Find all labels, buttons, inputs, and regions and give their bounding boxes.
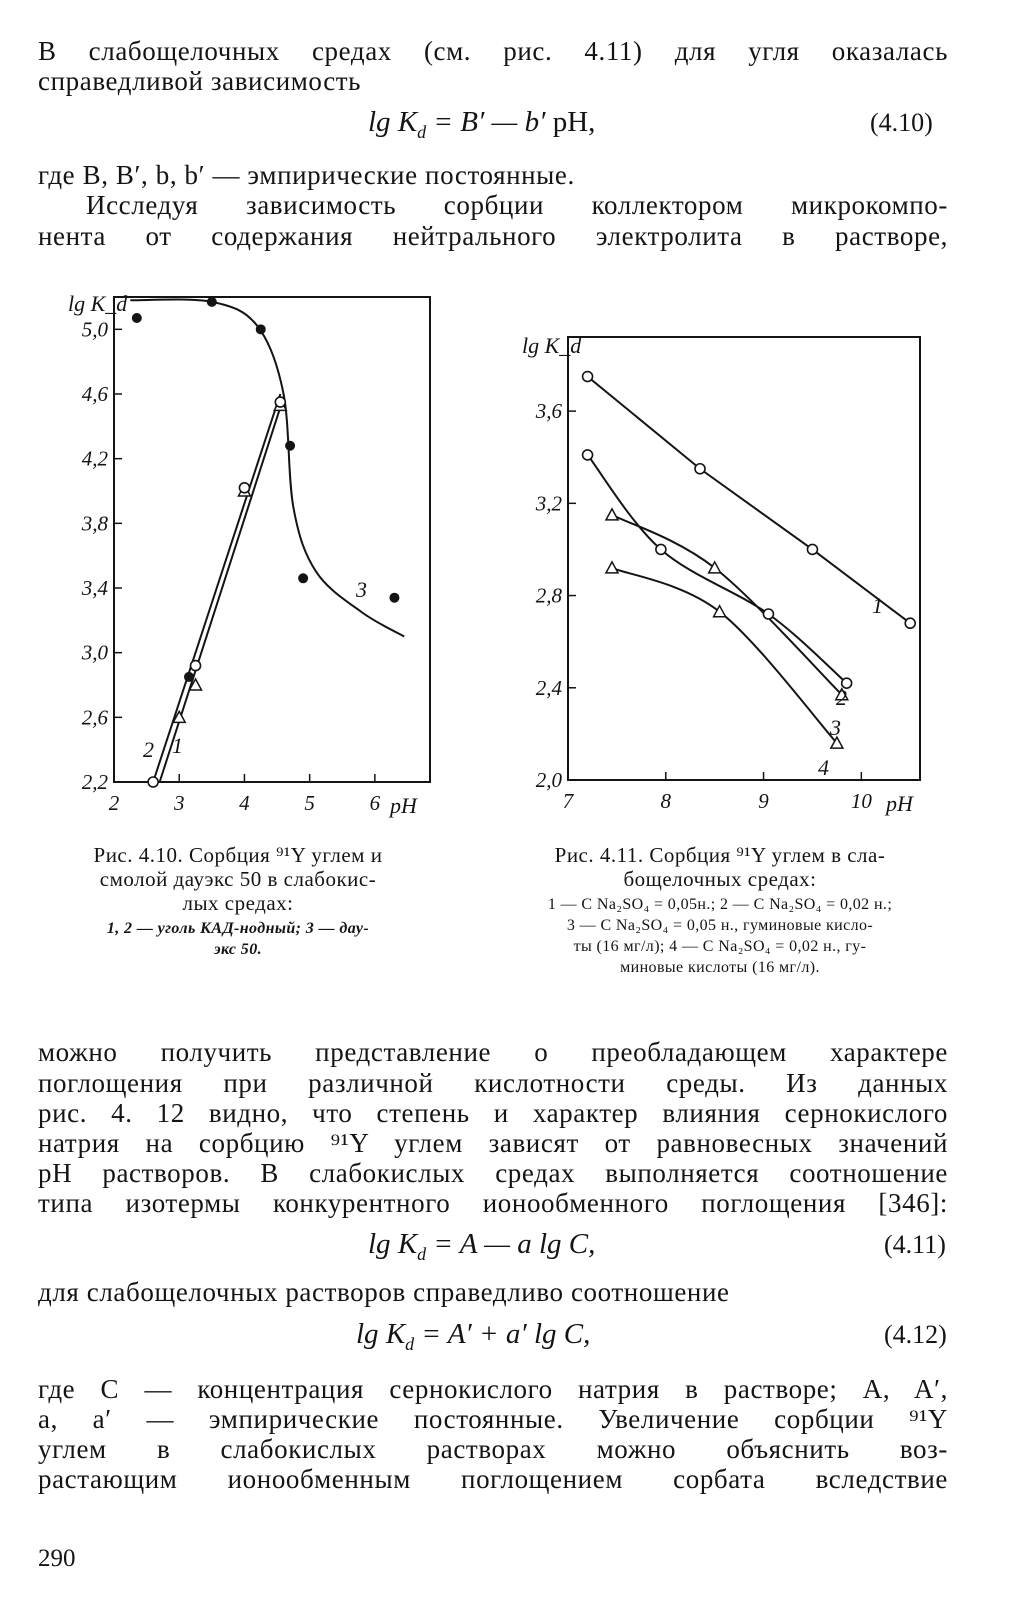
data-point bbox=[191, 661, 201, 671]
paragraph-line: нента от содержания нейтрального электролита в растворе, bbox=[38, 221, 948, 251]
data-point bbox=[148, 777, 158, 787]
data-point bbox=[132, 313, 142, 323]
x-axis-label: pH bbox=[390, 793, 417, 818]
x-tick-label: 10 bbox=[850, 789, 872, 813]
y-tick-label: 5,0 bbox=[81, 317, 108, 342]
figure-caption: Рис. 4.10. Сорбция ⁹¹Y углем и смолой дауэкс 50 в слабокис- лых средах: bbox=[93, 843, 383, 915]
equation-number: (4.11) bbox=[884, 1230, 946, 1259]
paragraph-line: a, a′ — эмпирические постоянные. Увеличение сорбции ⁹¹Y bbox=[38, 1404, 948, 1434]
paragraph-line: можно получить представление о преобладающем характере bbox=[38, 1037, 948, 1067]
paragraph-line: для слабощелочных растворов справедливо соотношение bbox=[38, 1277, 730, 1307]
curve-label-1: 1 bbox=[872, 593, 883, 618]
page-number: 290 bbox=[38, 1545, 76, 1572]
data-point bbox=[695, 464, 705, 474]
data-point bbox=[763, 609, 773, 619]
curve-label-1: 1 bbox=[172, 733, 183, 758]
paragraph-line: где B, B′, b, b′ — эмпирические постоянные. bbox=[38, 160, 575, 190]
paragraph-line: типа изотермы конкурентного ионообменного поглощения [346]: bbox=[38, 1188, 948, 1218]
paragraph-line: где C — концентрация сернокислого натрия в растворе; A, A′, bbox=[38, 1374, 948, 1404]
y-tick-label: 4,2 bbox=[81, 446, 108, 471]
equation-number: (4.10) bbox=[870, 108, 933, 137]
series-line-3 bbox=[612, 515, 842, 695]
y-tick-label: 4,6 bbox=[81, 382, 108, 406]
y-axis-label: lg K_d bbox=[68, 291, 128, 316]
data-point bbox=[606, 562, 618, 573]
paragraph-line: поглощения при различной кислотности среды. Из данных bbox=[38, 1068, 948, 1098]
x-tick-label: 6 bbox=[369, 791, 381, 815]
plot-frame bbox=[114, 297, 430, 782]
data-point bbox=[184, 672, 194, 682]
x-tick-label: 9 bbox=[758, 789, 769, 813]
figure-legend: 1 — C Na₂SO₄ = 0,05н.; 2 — C Na₂SO₄ = 0,02 н.; 3 — C Na₂SO₄ = 0,05 н., гуминовые кисло- ты (16 мг/л); 4 — C Na₂SO₄ = 0,02 н., гу- миновые кислоты (16 мг/л). bbox=[547, 896, 893, 976]
series-line-1 bbox=[160, 397, 284, 782]
curve-label-2: 2 bbox=[836, 685, 847, 710]
x-tick-label: 7 bbox=[562, 789, 574, 813]
paragraph-line: pH растворов. В слабокислых средах выполняется соотношение bbox=[38, 1158, 948, 1188]
y-tick-label: 2,4 bbox=[535, 675, 562, 700]
data-point bbox=[285, 441, 295, 451]
curve-label-4: 4 bbox=[818, 755, 829, 780]
data-point bbox=[256, 324, 266, 334]
data-point bbox=[389, 593, 399, 603]
series-line-1 bbox=[588, 377, 911, 624]
x-tick-label: 5 bbox=[304, 791, 315, 815]
x-tick-label: 2 bbox=[108, 791, 120, 815]
y-tick-label: 2,6 bbox=[81, 705, 108, 730]
y-tick-label: 3,0 bbox=[81, 640, 108, 665]
data-point bbox=[583, 372, 593, 382]
equation-number: (4.12) bbox=[884, 1320, 947, 1349]
y-tick-label: 2,0 bbox=[535, 768, 562, 792]
data-point bbox=[905, 618, 915, 628]
data-point bbox=[275, 397, 285, 407]
curve-label-3: 3 bbox=[830, 715, 841, 740]
paragraph-line: Исследуя зависимость сорбции коллектором микрокомпо- bbox=[86, 190, 948, 220]
y-tick-label: 2,8 bbox=[535, 583, 562, 608]
figure-caption: Рис. 4.11. Сорбция ⁹¹Y углем в сла- бощелочных средах: bbox=[554, 843, 886, 891]
x-tick-label: 3 bbox=[173, 791, 185, 815]
paragraph-line: растающим ионообменным поглощением сорбата вследствие bbox=[38, 1464, 948, 1494]
data-point bbox=[583, 450, 593, 460]
y-tick-label: 3,2 bbox=[535, 491, 562, 516]
figure-legend: 1, 2 — уголь КАД-нодный; 3 — дау- экс 50. bbox=[106, 920, 370, 958]
chart-fig-4-10 bbox=[60, 275, 450, 825]
data-point bbox=[807, 544, 817, 554]
data-point bbox=[239, 483, 249, 493]
paragraph-line: натрия на сорбцию ⁹¹Y углем зависят от равновесных значений bbox=[38, 1128, 948, 1158]
equation-4-11: $\lg K_d = A$ — a lg C, bbox=[368, 1228, 596, 1264]
equation-4-10: $\lg K_d = B'$ — b′ pH, bbox=[368, 106, 596, 142]
y-tick-label: 3,4 bbox=[81, 576, 108, 600]
curve-label-2: 2 bbox=[143, 737, 154, 762]
data-point bbox=[656, 544, 666, 554]
x-tick-label: 4 bbox=[239, 791, 250, 815]
x-axis-label: pH bbox=[886, 791, 913, 816]
data-point bbox=[207, 297, 217, 307]
equation-4-12: $\lg K_d = A' + a'$ lg C, bbox=[356, 1318, 591, 1354]
y-tick-label: 3,6 bbox=[535, 399, 562, 424]
paragraph-line: В слабощелочных средах (см. рис. 4.11) для угля оказалась bbox=[38, 36, 948, 66]
y-axis-label: lg K_d bbox=[522, 333, 582, 358]
data-point bbox=[606, 509, 618, 520]
series-line-2 bbox=[153, 394, 280, 782]
y-tick-label: 3,8 bbox=[81, 511, 108, 536]
paragraph-line: углем в слабокислых растворах можно объяснить воз- bbox=[38, 1434, 948, 1464]
paragraph-line: рис. 4. 12 видно, что степень и характер влияния сернокислого bbox=[38, 1098, 948, 1128]
y-tick-label: 2,2 bbox=[81, 770, 108, 794]
x-tick-label: 8 bbox=[660, 789, 672, 813]
chart-fig-4-11 bbox=[508, 325, 938, 825]
data-point bbox=[298, 573, 308, 583]
curve-label-3: 3 bbox=[356, 577, 367, 602]
paragraph-line: справедливой зависимость bbox=[38, 66, 362, 96]
